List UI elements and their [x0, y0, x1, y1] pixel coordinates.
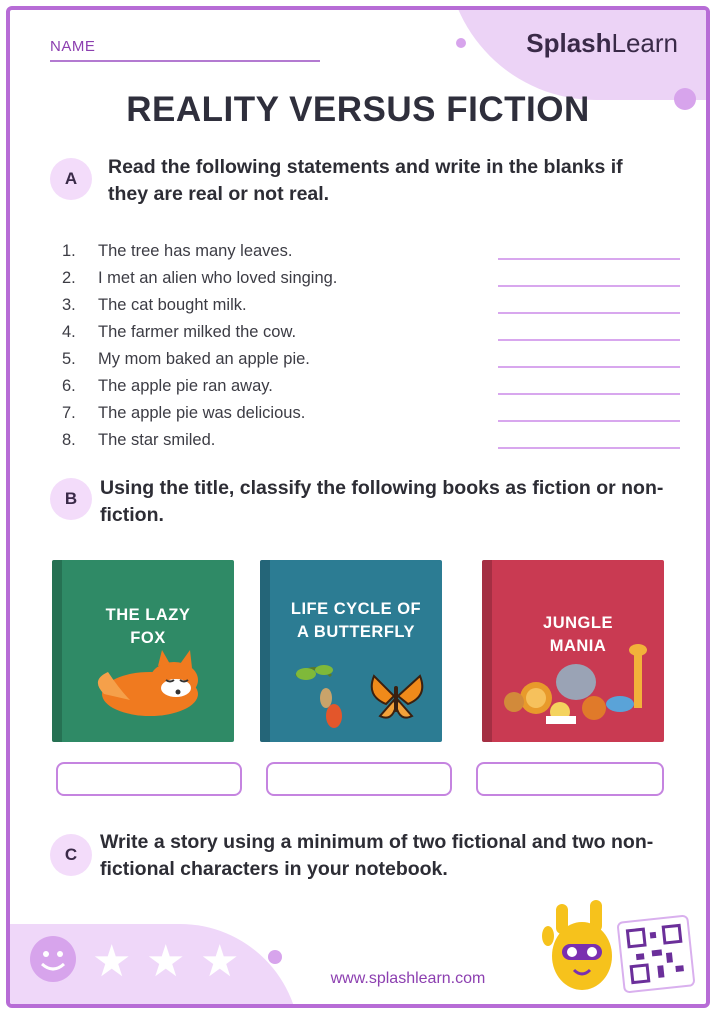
statement-number: 8. — [62, 431, 76, 449]
book-cover-lazy-fox — [52, 560, 234, 742]
animals-icon — [496, 642, 664, 732]
statement-item — [54, 292, 694, 319]
brand-learn: Learn — [611, 28, 678, 58]
name-field[interactable] — [50, 60, 320, 62]
statement-item — [54, 238, 694, 265]
name-label: NAME — [50, 38, 96, 55]
statement-number: 4. — [62, 323, 76, 341]
book-cover-butterfly — [260, 560, 442, 742]
page-title: REALITY VERSUS FICTION — [126, 90, 590, 129]
book-title-line1: JUNGLE — [543, 614, 613, 632]
answer-blank[interactable] — [498, 312, 680, 314]
section-b-badge: B — [50, 478, 92, 520]
worksheet-page — [6, 6, 710, 1008]
qr-code-icon — [616, 914, 695, 993]
statement-item — [54, 346, 694, 373]
footer-url: www.splashlearn.com — [330, 970, 486, 987]
star-icon: ★ — [92, 937, 132, 986]
book-cover-jungle-mania — [482, 560, 664, 742]
book-spine — [482, 560, 492, 742]
answer-blank[interactable] — [498, 339, 680, 341]
statement-text: The apple pie ran away. — [98, 377, 273, 395]
statement-number: 2. — [62, 269, 76, 287]
answer-blank[interactable] — [498, 393, 680, 395]
section-a-badge: A — [50, 158, 92, 200]
book-spine — [52, 560, 62, 742]
section-c-instruction: Write a story using a minimum of two fictional and two non-fictional characters in your notebook. — [100, 831, 654, 880]
statement-text: The tree has many leaves. — [98, 242, 293, 260]
book-spine — [260, 560, 270, 742]
statement-number: 6. — [62, 377, 76, 395]
statement-number: 7. — [62, 404, 76, 422]
section-a-instruction: Read the following statements and write in the blanks if they are real or not real. — [108, 156, 623, 205]
brand-splash: Splash — [526, 28, 612, 58]
statement-item — [54, 265, 694, 292]
statement-item — [54, 400, 694, 427]
book-title-line2: FOX — [130, 629, 166, 647]
statement-text: The star smiled. — [98, 431, 216, 449]
book-title-line1: THE LAZY — [105, 606, 191, 624]
statement-number: 5. — [62, 350, 76, 368]
mascot-icon — [542, 900, 622, 996]
answer-box-book-2[interactable] — [266, 762, 452, 796]
answer-blank[interactable] — [498, 258, 680, 260]
section-c-badge: C — [50, 834, 92, 876]
star-icon: ★ — [200, 937, 240, 986]
statement-text: The apple pie was delicious. — [98, 404, 306, 422]
statement-item — [54, 373, 694, 400]
book-title-line1: LIFE CYCLE OF — [290, 600, 422, 618]
book-title — [270, 598, 442, 644]
answer-blank[interactable] — [498, 447, 680, 449]
statement-item — [54, 319, 694, 346]
statement-number: 1. — [62, 242, 76, 260]
statement-item — [54, 427, 694, 454]
answer-box-book-1[interactable] — [56, 762, 242, 796]
statement-list — [54, 238, 694, 454]
answer-blank[interactable] — [498, 285, 680, 287]
decorative-dot — [456, 38, 466, 48]
star-icon: ★ — [146, 937, 186, 986]
fox-icon — [90, 650, 210, 720]
statement-text: I met an alien who loved singing. — [98, 269, 338, 287]
statement-text: My mom baked an apple pie. — [98, 350, 310, 368]
brand-logo — [526, 28, 678, 59]
decorative-dot — [268, 950, 282, 964]
book-title — [62, 604, 234, 650]
statement-number: 3. — [62, 296, 76, 314]
butterfly-icon — [276, 656, 436, 736]
section-b-instruction: Using the title, classify the following books as fiction or non-fiction. — [100, 477, 664, 526]
book-title-line2: A BUTTERFLY — [297, 623, 415, 641]
answer-blank[interactable] — [498, 420, 680, 422]
statement-text: The cat bought milk. — [98, 296, 247, 314]
book-title-line2: MANIA — [549, 637, 607, 655]
answer-blank[interactable] — [498, 366, 680, 368]
answer-box-book-3[interactable] — [476, 762, 664, 796]
statement-text: The farmer milked the cow. — [98, 323, 297, 341]
